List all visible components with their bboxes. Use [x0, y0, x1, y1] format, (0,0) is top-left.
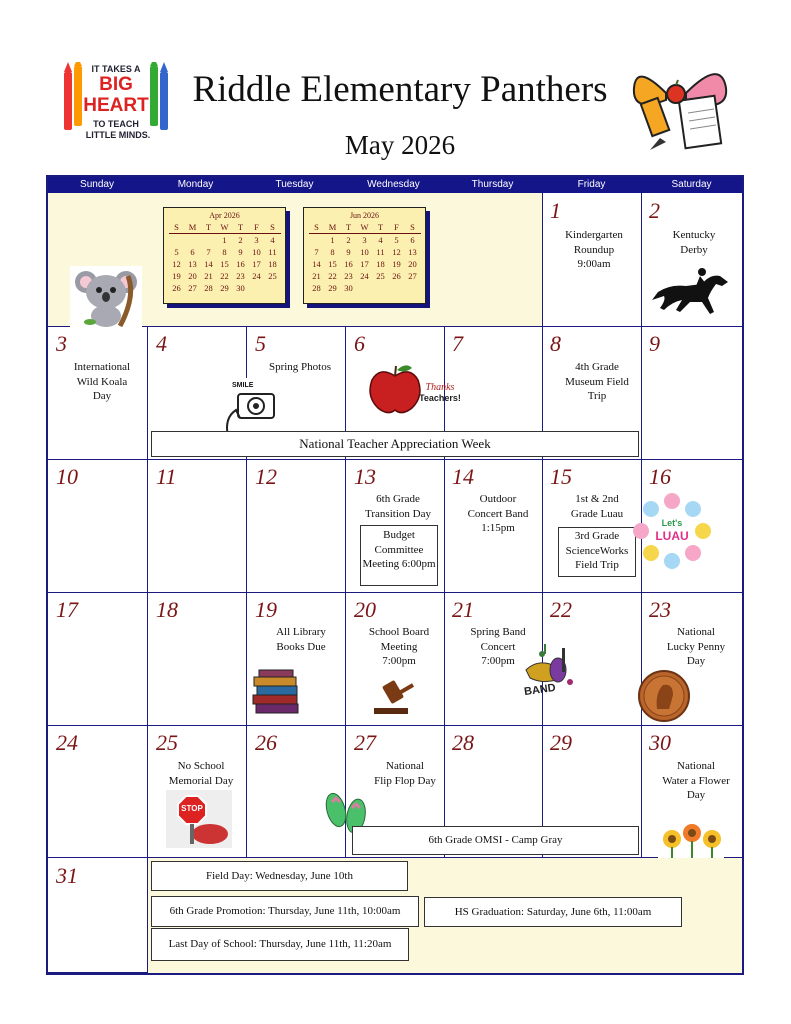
- mini-calendar-title: Jun 2026: [349, 211, 380, 220]
- teachers-label: Teachers!: [419, 393, 461, 403]
- smile-text: SMILE: [232, 382, 254, 389]
- day-number: 17: [56, 597, 78, 622]
- band-label: BAND: [523, 681, 557, 699]
- day-number: 30: [649, 730, 671, 755]
- day-number: 6: [354, 331, 365, 356]
- weekday-saturday: Saturday: [671, 179, 712, 190]
- day-number: 7: [452, 331, 463, 356]
- day-number: 5: [255, 331, 266, 356]
- teacher-appreciation-week-bar[interactable]: National Teacher Appreciation Week: [151, 431, 639, 457]
- luau-flower-wreath-icon: [633, 493, 711, 574]
- day-number: 3: [56, 331, 67, 356]
- day-number: 29: [550, 730, 572, 755]
- weekday-monday: Monday: [177, 179, 214, 190]
- weekday-wednesday: Wednesday: [367, 179, 420, 190]
- mini-calendar-june: [303, 207, 426, 304]
- day-number: 31: [56, 863, 78, 888]
- koala-icon: [70, 266, 142, 333]
- day-number: 13: [354, 464, 376, 489]
- stop-sign-icon: [166, 790, 232, 853]
- day-number: 16: [649, 464, 671, 489]
- thanks-label: Thanks: [425, 382, 455, 393]
- luau-line-2: LUAU: [655, 529, 689, 543]
- day-number: 12: [255, 464, 277, 489]
- heart-crayons-logo: [60, 62, 172, 148]
- book-stack-icon: [248, 668, 304, 721]
- event-grade-luau: 1st & 2nd Grade Luau: [570, 493, 624, 520]
- day-number: 15: [550, 464, 572, 489]
- logo-line-5: LITTLE MINDS.: [85, 130, 151, 140]
- note-field-day: Field Day: Wednesday, June 10th: [151, 861, 408, 891]
- event-budget-committee: Budget Committee Meeting 6:00pm: [360, 525, 438, 586]
- day-number: 4: [156, 331, 167, 356]
- day-number: 14: [452, 464, 474, 489]
- luau-line-1: Let's: [661, 518, 683, 528]
- event-kentucky-derby: Kentucky Derby: [672, 229, 716, 256]
- event-flip-flop-day: National Flip Flop Day: [374, 760, 436, 787]
- day-number: 25: [156, 730, 178, 755]
- event-water-a-flower-day: National Water a Flower Day: [662, 760, 730, 801]
- weekday-friday: Friday: [577, 179, 606, 190]
- weekday-sunday: Sunday: [80, 179, 114, 190]
- note-last-day-of-school: Last Day of School: Thursday, June 11th, 11:20am: [151, 928, 409, 961]
- logo-line-3: HEART: [83, 95, 149, 116]
- event-lucky-penny-day: National Lucky Penny Day: [666, 626, 726, 667]
- day-number: 11: [156, 464, 177, 489]
- note-hs-graduation: HS Graduation: Saturday, June 6th, 11:00am: [424, 897, 682, 927]
- day-number: 1: [550, 198, 561, 223]
- event-school-board-meeting: School Board Meeting 7:00pm: [368, 626, 430, 667]
- event-wild-koala-day: International Wild Koala Day: [73, 361, 131, 402]
- mini-calendar-title: Apr 2026: [209, 211, 240, 220]
- day-number: 19: [255, 597, 277, 622]
- event-spring-band-concert: Spring Band Concert 7:00pm: [470, 626, 526, 667]
- day-number: 22: [550, 597, 572, 622]
- event-kindergarten-roundup: Kindergarten Roundup 9:00am: [565, 229, 623, 270]
- day-number: 8: [550, 331, 561, 356]
- day-number: 18: [156, 597, 178, 622]
- penny-coin-icon: [637, 669, 691, 728]
- day-number: 26: [255, 730, 277, 755]
- gavel-icon: [372, 680, 418, 721]
- event-spring-photos: Spring Photos: [268, 361, 332, 373]
- day-number: 2: [649, 198, 660, 223]
- day-number: 20: [354, 597, 376, 622]
- pencil-bow-apple-icon: [626, 58, 736, 155]
- logo-line-4: TO TEACH: [93, 119, 139, 129]
- mini-calendar-grid: S M T W T F S 1 2 3 4 5 6 7 8 9 10 11 12 13 14 15 16 17 18 19 20 21 22 23 24 25 26 27 28 29 30: [169, 221, 281, 294]
- event-memorial-day: No School Memorial Day: [168, 760, 234, 787]
- event-museum-field-trip: 4th Grade Museum Field Trip: [565, 361, 629, 402]
- month-title: May 2026: [344, 130, 456, 160]
- event-6th-grade-transition: 6th Grade Transition Day: [365, 493, 431, 520]
- day-number: 21: [452, 597, 474, 622]
- mini-calendar-april: [163, 207, 286, 304]
- day-number: 28: [452, 730, 474, 755]
- event-library-books-due: All Library Books Due: [276, 626, 326, 653]
- stop-label: STOP: [181, 804, 203, 813]
- day-number: 9: [649, 331, 660, 356]
- mini-calendar-grid: S M T W T F S 1 2 3 4 5 6 7 8 9 10 11 12 13 14 15 16 17 18 19 20 21 22 23 24 25 26 27 28 29 30: [309, 221, 421, 294]
- thanks-teachers-text: [414, 382, 466, 404]
- day-number: 23: [649, 597, 671, 622]
- note-6th-grade-promotion: 6th Grade Promotion: Thursday, June 11th, 10:00am: [151, 896, 419, 927]
- band-instruments-icon: [516, 640, 578, 705]
- day-number: 24: [56, 730, 78, 755]
- logo-line-1: IT TAKES A: [91, 64, 141, 74]
- weekday-thursday: Thursday: [471, 179, 514, 190]
- event-outdoor-concert-band: Outdoor Concert Band 1:15pm: [467, 493, 529, 534]
- event-scienceworks-trip: 3rd Grade ScienceWorks Field Trip: [558, 527, 636, 577]
- weekday-tuesday: Tuesday: [275, 179, 314, 190]
- page-title: Riddle Elementary Panthers: [192, 69, 608, 110]
- weekday-header: [48, 177, 742, 193]
- day-number: 10: [56, 464, 78, 489]
- racehorse-icon: [650, 262, 732, 325]
- day-number: 27: [354, 730, 376, 755]
- omsi-camp-gray-bar[interactable]: 6th Grade OMSI - Camp Gray: [352, 826, 639, 855]
- logo-line-2: BIG: [99, 74, 133, 95]
